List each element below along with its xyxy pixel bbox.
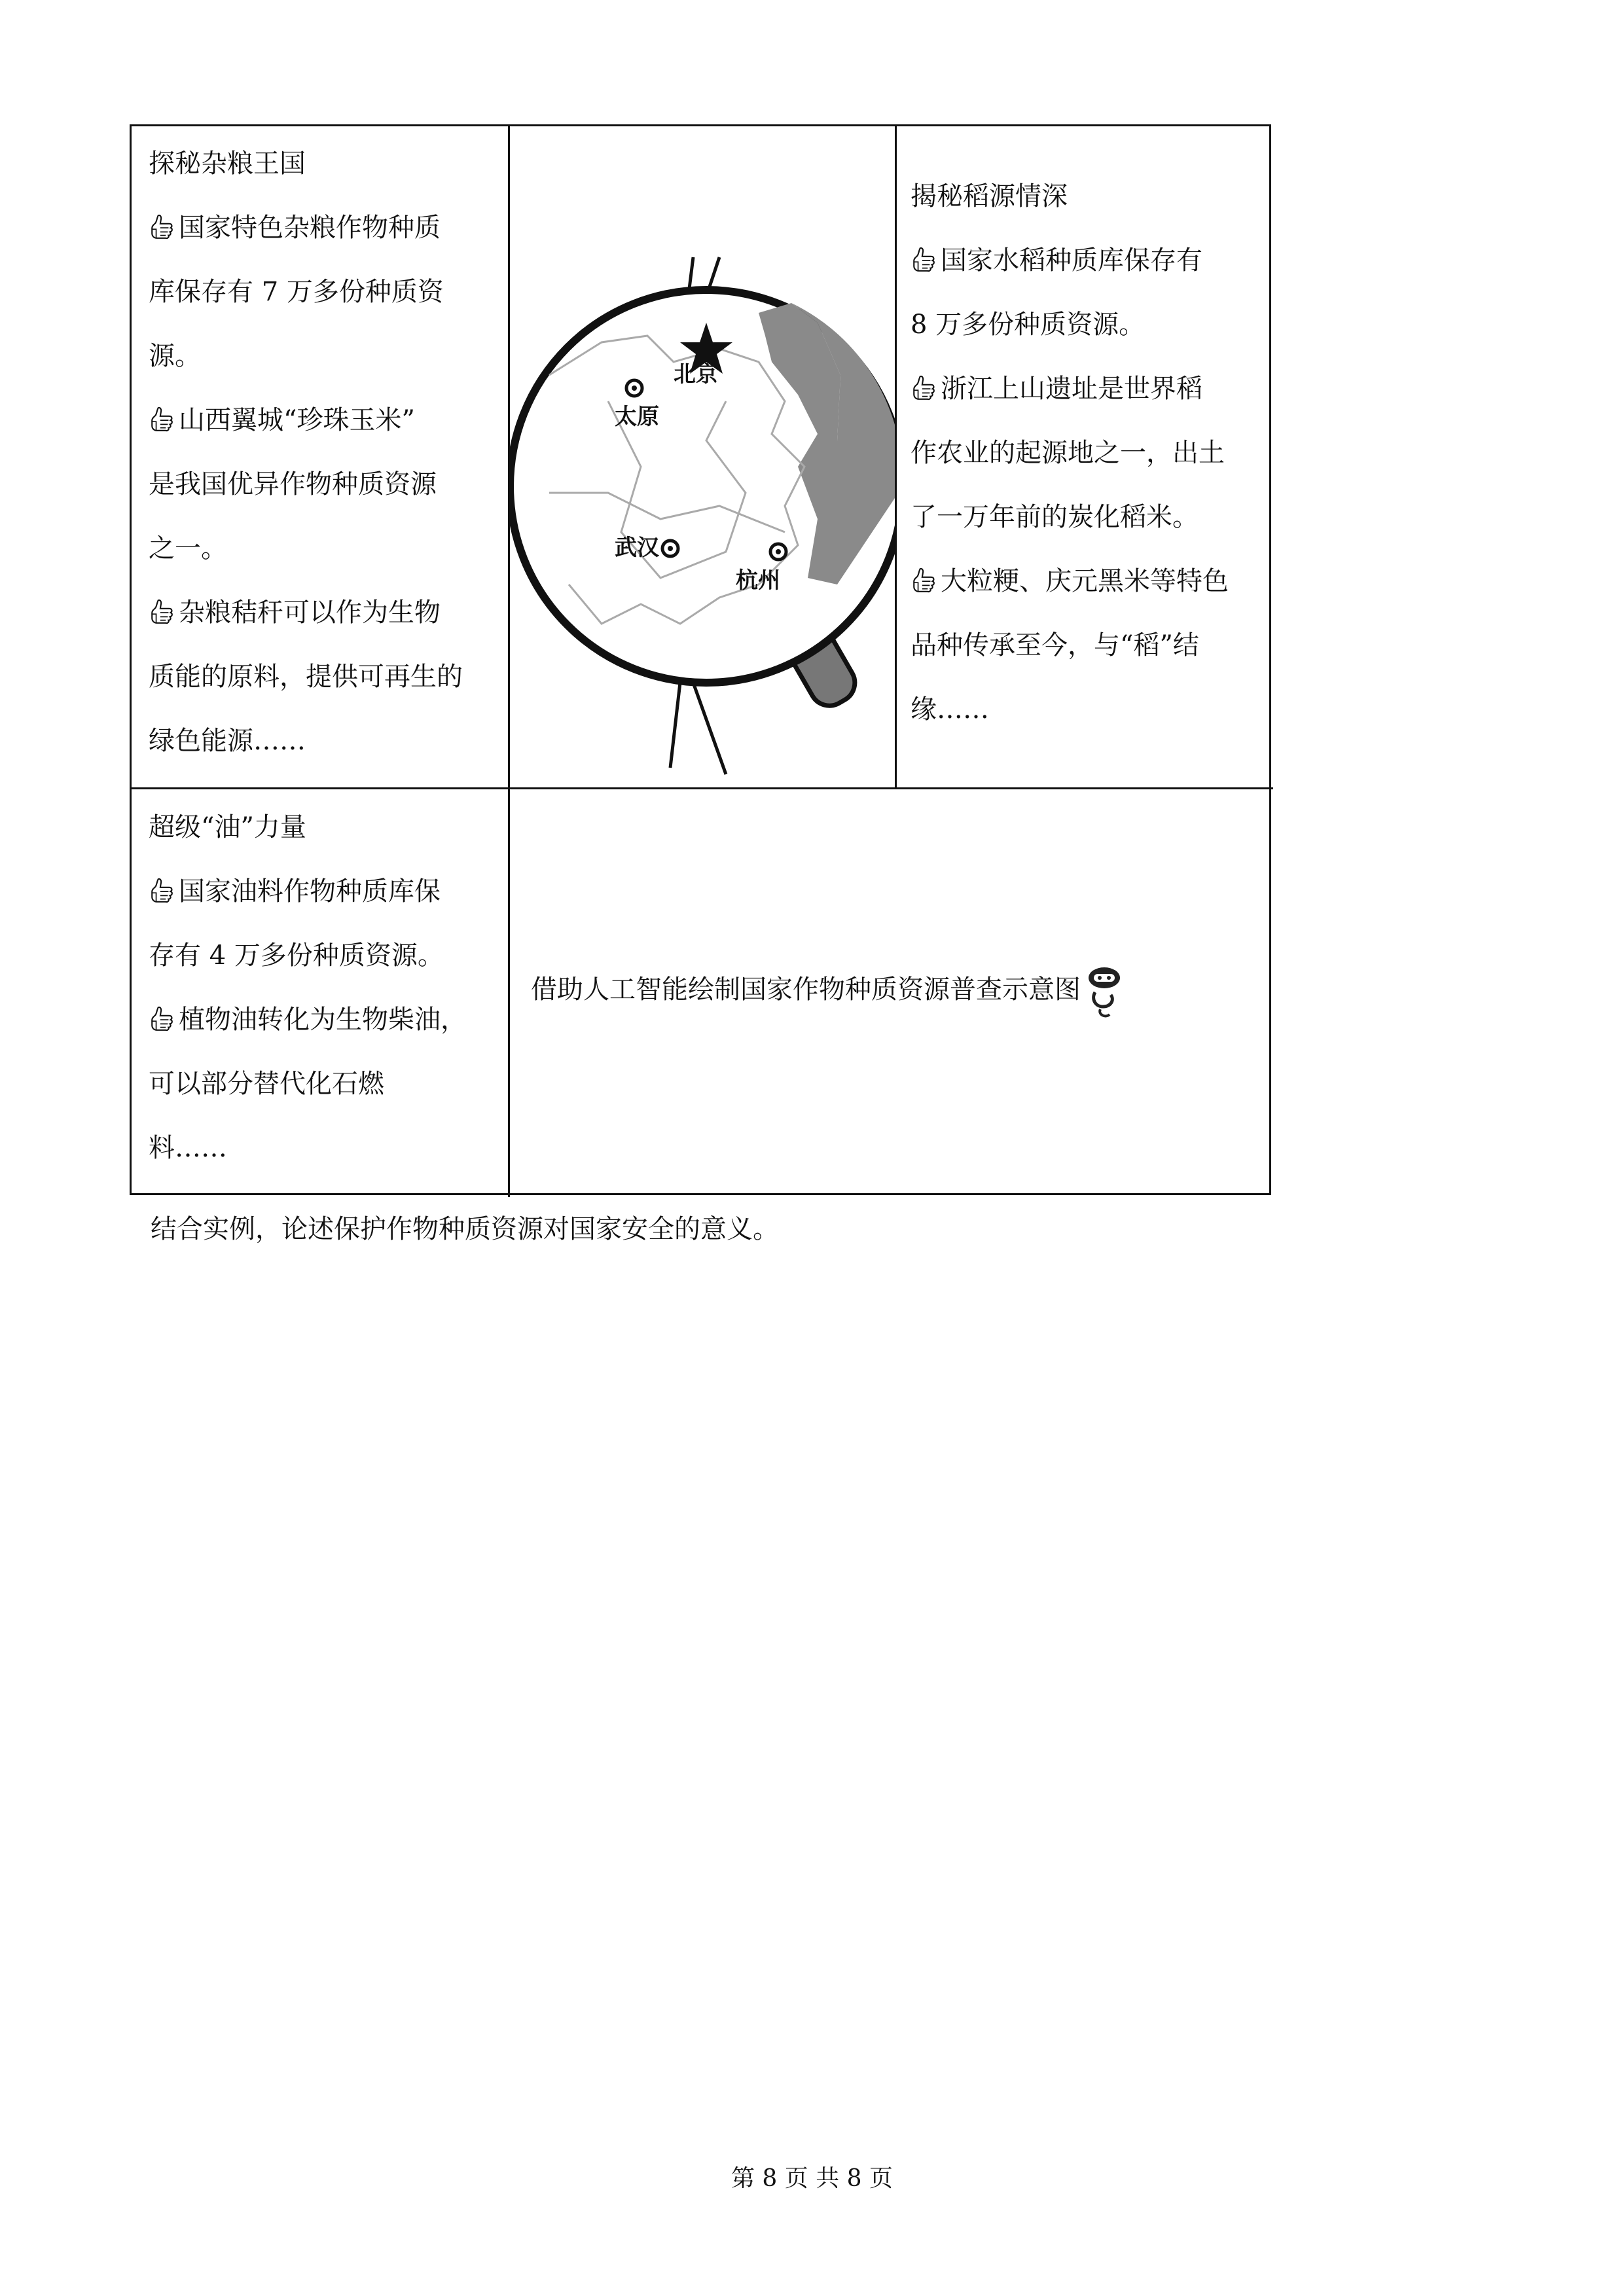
panel-rice [911,164,1267,742]
robot-mascot-icon [1086,963,1123,1020]
pointing-hand-icon [149,405,176,433]
pointing-hand-icon [911,245,938,273]
body-text: 是我国优异作物种质资源 [149,469,437,499]
bullet-line [911,549,1267,613]
body-text: 作农业的起源地之一，出土 [911,438,1225,468]
bullet-text: 植物油转化为生物柴油， [179,1005,467,1035]
bullet-line [149,988,502,1052]
city-label: 杭州 [736,568,780,593]
pointing-hand-icon [911,374,938,401]
body-text: 了一万年前的炭化稻米。 [911,502,1199,532]
bullet-line [149,196,502,260]
bullet-text: 杂粮秸秆可以作为生物 [179,598,441,628]
city-label: 太原 [615,404,659,429]
body-text: 料…… [149,1133,227,1163]
panel-title: 超级“油”力量 [149,812,306,842]
divider [132,787,1273,789]
bullet-text: 浙江上山遗址是世界稻 [941,374,1202,404]
city-label: 北京 [674,362,718,387]
pointing-hand-icon [911,566,938,594]
pointing-hand-icon [149,876,176,904]
panel-grains [149,132,502,773]
body-text: 存有 4 万多份种质资源。 [149,941,444,971]
body-text: 绿色能源…… [149,726,306,756]
bullet-text: 国家油料作物种质库保 [179,876,441,906]
body-text: 之一。 [149,533,227,564]
pointing-hand-icon [149,598,176,625]
info-table [130,124,1271,1195]
ai-caption: 借助人工智能绘制国家作物种质资源普查示意图 [531,975,1081,1005]
ai-caption-line [531,958,1264,1022]
city-label: 武汉 [615,535,659,560]
bullet-text: 国家水稻种质库保存有 [941,245,1202,276]
divider [895,126,897,789]
bullet-text: 山西翼城“珍珠玉米” [179,405,415,435]
bullet-text: 国家特色杂粮作物种质 [179,213,441,243]
body-text: 8 万多份种质资源。 [911,310,1146,340]
bullet-line [149,859,502,924]
panel-ai [531,958,1264,1022]
panel-map [510,126,895,787]
pointing-hand-icon [149,213,176,240]
bullet-text: 大粒粳、庆元黑米等特色 [941,566,1229,596]
page-footer: 第 8 页 共 8 页 [731,2165,893,2192]
body-text: 品种传承至今，与“稻”结 [911,630,1199,660]
panel-oil [149,795,502,1180]
body-text: 质能的原料，提供可再生的 [149,662,463,692]
bullet-line [149,388,502,452]
body-text: 缘…… [911,694,989,725]
bullet-line [149,581,502,645]
bullet-line [911,228,1267,293]
body-text: 可以部分替代化石燃 [149,1069,384,1099]
pointing-hand-icon [149,1005,176,1032]
magnifier-map-icon [510,126,895,787]
body-text: 库保存有 7 万多份种质资 [149,277,444,307]
body-text: 源。 [149,341,201,371]
bullet-line [911,357,1267,421]
panel-title: 探秘杂粮王国 [149,149,306,179]
panel-title: 揭秘稻源情深 [911,181,1068,211]
question-text: 结合实例，论述保护作物种质资源对国家安全的意义。 [151,1214,779,1244]
